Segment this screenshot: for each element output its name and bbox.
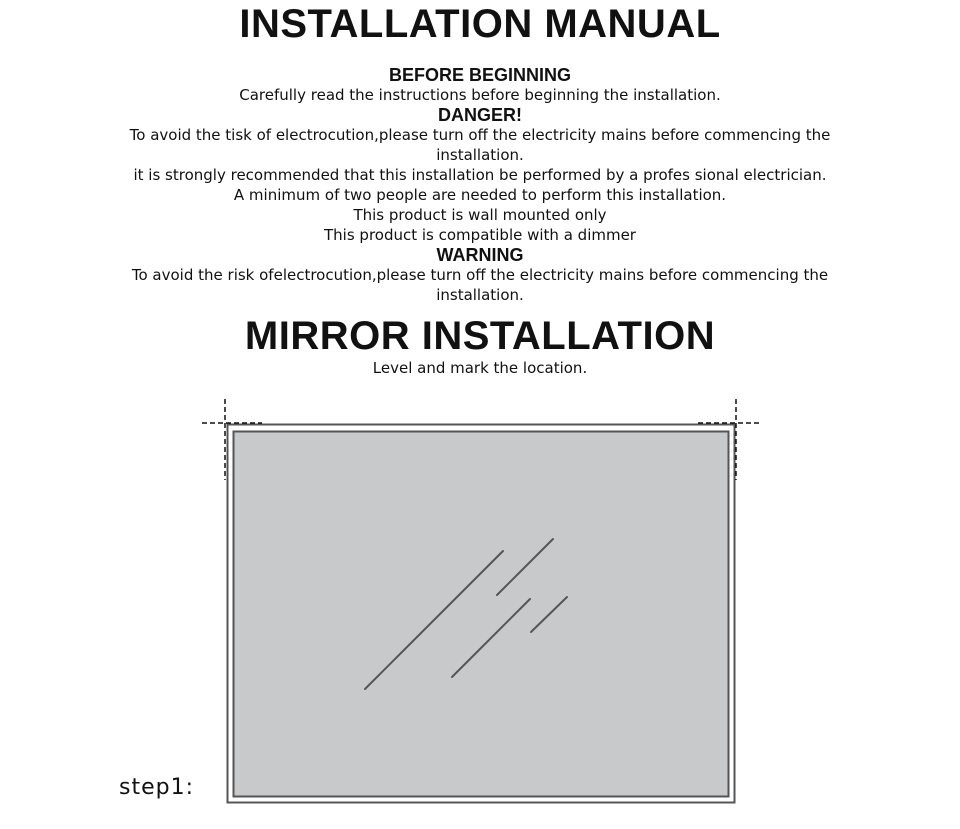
warning-heading: WARNING: [436, 245, 524, 265]
warning-line: installation.: [436, 286, 524, 304]
mirror-installation-subtitle: Level and mark the location.: [372, 359, 588, 377]
before-beginning-heading: BEFORE BEGINNING: [388, 65, 571, 85]
warning-line: To avoid the risk ofelectrocution,please turn off the electricity mains before commencing the: [131, 266, 829, 284]
danger-line: A minimum of two people are needed to perform this installation.: [233, 186, 727, 204]
step-label: step1:: [119, 775, 194, 800]
before-beginning-line: Carefully read the instructions before beginning the installation.: [239, 86, 721, 104]
danger-line: This product is compatible with a dimmer: [324, 226, 636, 244]
danger-line: To avoid the tisk of electrocution,please turn off the electricity mains before commencing the: [129, 126, 831, 144]
mirror-glass: [234, 432, 729, 797]
danger-line: This product is wall mounted only: [353, 206, 607, 224]
danger-line: installation.: [436, 146, 524, 164]
danger-heading: DANGER!: [438, 105, 522, 125]
page-title: INSTALLATION MANUAL: [239, 2, 721, 46]
mirror-installation-title: MIRROR INSTALLATION: [244, 314, 716, 358]
danger-line: it is strongly recommended that this installation be performed by a profes sional electrician.: [133, 166, 827, 184]
